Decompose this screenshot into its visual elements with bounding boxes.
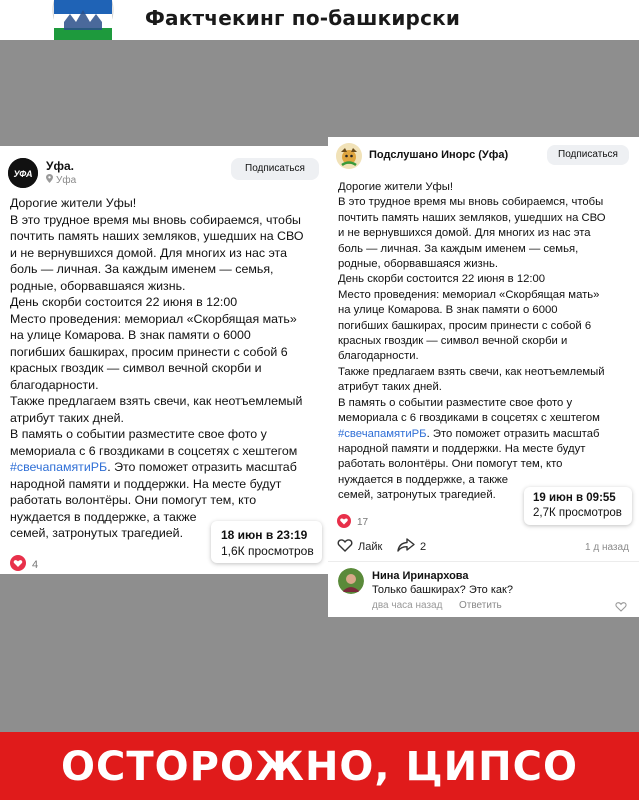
share-button[interactable]	[397, 538, 426, 555]
post-time-ago: 1 д назад	[585, 542, 629, 553]
post-text-line: мемориала с 6 гвоздиками в соцсетях с хештегом	[338, 412, 600, 425]
comment-time: два часа назад	[372, 600, 443, 611]
post-text-line: В память о событии разместите свое фото у	[338, 396, 573, 409]
heart-icon[interactable]	[337, 514, 351, 531]
post-text-line: благодарности.	[338, 350, 419, 363]
post-text-line: семей, затронутых трагедией.	[10, 526, 184, 540]
post-text	[10, 195, 325, 542]
like-counter[interactable]	[10, 555, 38, 574]
post-text-line: погибших башкирах, просим принести с собой 6	[338, 319, 592, 332]
post-text-line: почтить память наших земляков, ушедших на СВО	[10, 229, 304, 243]
avatar[interactable]	[336, 143, 362, 169]
location-label: Уфа	[56, 174, 77, 186]
post-text-line: благодарности.	[10, 377, 99, 392]
comment-like-icon[interactable]	[615, 599, 627, 617]
like-button[interactable]	[337, 538, 382, 555]
post-text-line: Также предлагаем взять свечи, как неотъемлемый	[10, 394, 303, 408]
post-text-line: народной памяти и поддержки. На месте будут	[10, 476, 282, 491]
post-text-line: боль — личная. За каждым именем — семья,	[10, 262, 274, 276]
post-stats	[524, 487, 632, 525]
post-text-line: нуждается в поддержке, а также	[10, 509, 197, 524]
post-text-line: красных гвоздик — символ вечной скорби и	[10, 361, 262, 375]
like-counter[interactable]	[337, 514, 368, 531]
post-text-line: родные, оборвавшаяся жизнь.	[10, 278, 186, 293]
post-text-line: работать волонтёры. Они помогут тем, кто	[338, 458, 563, 471]
post-text-line: #свечапамятиРБ. Это поможет отразить масштаб	[10, 460, 297, 474]
post-views: 2,7К просмотров	[533, 507, 622, 519]
left-post-card	[0, 146, 329, 574]
comment-author[interactable]: Нина Иринархова	[372, 570, 469, 582]
post-views: 1,6К просмотров	[221, 544, 314, 558]
post-text-line: День скорби состоится 22 июня в 12:00	[10, 295, 238, 309]
subscribe-button[interactable]: Подписаться	[231, 158, 319, 180]
post-text-line: на улице Комарова. В знак памяти о 6000	[338, 304, 558, 317]
post-text-line: красных гвоздик — символ вечной скорби и	[338, 335, 568, 348]
post-text-line: работать волонтёры. Они помогут тем, кто	[10, 493, 257, 507]
post-author[interactable]: Уфа.	[46, 159, 74, 173]
post-text-line: мемориала с 6 гвоздиками в соцсетях с хештегом	[10, 443, 298, 458]
post-text-line: В это трудное время мы вновь собираемся, чтобы	[338, 196, 604, 209]
post-text-line: на улице Комарова. В знак памяти о 6000	[10, 328, 251, 342]
channel-header	[0, 0, 639, 40]
post-text-line: Также предлагаем взять свечи, как неотъемлемый	[338, 365, 605, 378]
post-text-line: Место проведения: мемориал «Скорбящая мать»	[10, 311, 297, 326]
subscribe-button[interactable]: Подписаться	[547, 145, 629, 165]
post-text-line: атрибут таких дней.	[10, 410, 124, 425]
post-text-line: и не вернувшихся домой. Для многих из нас эта	[338, 227, 591, 240]
post-text-line: нуждается в поддержке, а также	[338, 473, 509, 486]
post-text-line: и не вернувшихся домой. Для многих из нас эта	[10, 245, 287, 260]
post-date: 18 июн в 23:19	[221, 528, 308, 542]
post-text-line: День скорби состоится 22 июня в 12:00	[338, 273, 546, 286]
comment-avatar[interactable]	[338, 568, 364, 594]
like-label: Лайк	[358, 540, 383, 553]
post-text-line: В память о событии разместите свое фото у	[10, 427, 267, 441]
post-text-line: атрибут таких дней.	[338, 381, 442, 394]
post-text-line: боль — личная. За каждым именем — семья,	[338, 242, 579, 255]
post-text-line: Место проведения: мемориал «Скорбящая мать»	[338, 288, 600, 301]
channel-logo-icon	[50, 0, 116, 40]
comment-text: Только башкирах? Это как?	[372, 584, 513, 596]
divider	[328, 561, 639, 562]
post-text-line: #свечапамятиРБ. Это поможет отразить масштаб	[338, 427, 600, 440]
warning-text: ОСТОРОЖНО, ЦИПСО	[61, 744, 578, 790]
post-text	[338, 180, 636, 504]
like-count: 17	[357, 517, 369, 528]
heart-outline-icon	[337, 538, 353, 555]
share-count: 2	[420, 540, 427, 553]
post-text-line: народной памяти и поддержки. На месте будут	[338, 442, 586, 455]
channel-title: Фактчекинг по-башкирски	[145, 6, 461, 30]
post-text-line: Дорогие жители Уфы!	[338, 181, 454, 193]
heart-icon[interactable]	[10, 555, 26, 574]
post-text-line: семей, затронутых трагедией.	[338, 489, 496, 502]
post-text-line: Дорогие жители Уфы!	[10, 196, 137, 210]
like-count: 4	[32, 558, 39, 571]
reply-button[interactable]: Ответить	[459, 600, 502, 611]
hashtag-link[interactable]: #свечапамятиРБ	[10, 460, 108, 474]
post-author[interactable]: Подслушано Инорс (Уфа)	[369, 149, 509, 161]
post-stats	[211, 521, 322, 563]
post-text-line: родные, оборвавшаяся жизнь.	[338, 258, 498, 271]
avatar[interactable]	[8, 158, 38, 188]
right-post-card	[328, 137, 639, 617]
post-text-line: почтить память наших земляков, ушедших на СВО	[338, 211, 606, 224]
post-location	[46, 174, 76, 186]
post-date: 19 июн в 09:55	[533, 492, 616, 504]
post-text-line: В это трудное время мы вновь собираемся, чтобы	[10, 212, 301, 227]
location-pin-icon	[46, 174, 53, 186]
hashtag-link[interactable]: #свечапамятиРБ	[338, 427, 427, 440]
post-text-line: погибших башкирах, просим принести с собой 6	[10, 344, 288, 359]
share-icon	[397, 538, 415, 555]
avatar-text: УФА	[13, 169, 33, 179]
